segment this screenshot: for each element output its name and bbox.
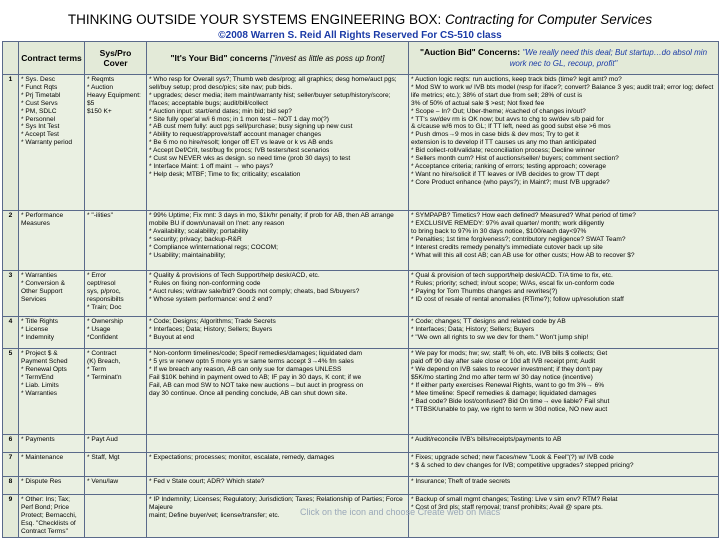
cell-line: * Paying for Tom Thumbs changes and rewrites(?) [411, 287, 558, 295]
row-number: 9 [3, 495, 19, 538]
cell-line: * TT's sw/dev rm is OK now; but avvs to chg to sw/dev s/b paid for [411, 115, 604, 123]
cell-line: responsibilts [87, 295, 124, 303]
cell-line: * Ownership [87, 318, 123, 326]
cell-line: * Warranties [21, 272, 58, 280]
page-title [0, 11, 720, 28]
cell-line: * Cost of 3rd pls; staff removal; transf prohibits; Avail @ spare pts. [411, 504, 603, 512]
cell-bid [147, 453, 409, 477]
cell-line: * Non-conform timelines/code; Specif remedies/damages; liquidated dam [149, 350, 362, 358]
cell-deal [409, 317, 719, 349]
cell-line: * Penalties; 1st time forgiveness?; contributory negligence? SWAT Team? [411, 235, 626, 243]
cell-line: * Renewal Opts [21, 366, 67, 374]
cell-line: extension is to develop if TT causes us any mo than anticipated [411, 139, 597, 147]
cell-terms [19, 211, 85, 271]
header-contract-terms: Contract terms [19, 42, 85, 75]
cell-line: * Project $ & Payment Sched [21, 350, 68, 366]
cell-line: * $ & sched to dev changes for IVB; competitive upgrades? stepped pricing? [411, 462, 634, 470]
cell-line: * Contract [87, 350, 117, 358]
cell-line: * Core Product enhance (who pays?); in Maint?; must IVB upgrade? [411, 178, 610, 186]
row-number: 5 [3, 349, 19, 435]
cell-line: * What will this all cost AB; can AB use for other custs; How AB to recover $? [411, 251, 635, 259]
cell-deal [409, 271, 719, 317]
cell-terms [19, 349, 85, 435]
cell-line: * Maintenance [21, 454, 64, 462]
cell-line: * Conversion & Other Support Services [21, 280, 65, 303]
cell-line: * We pay for mods; hw; sw; staff; % oh, etc. IVB bills $ collects; Get [411, 350, 608, 358]
table-row [3, 477, 719, 495]
cell-sys [85, 495, 147, 538]
cell-line: * Whose system performance: end 2 end? [149, 295, 273, 303]
cell-line: * Code; Designs; Algorithms; Trade Secrets [149, 318, 276, 326]
cell-line: * Interface Maint: 1 off maint → who pays? [149, 162, 274, 170]
cell-line: * Mod SW to work w/ IVB bts model (resp for iface?; convert? Balance 3 yes; audit trail; error log; defect life metrics; etc.); 38% of start due from sell; 28% of cust is [411, 83, 714, 99]
cell-line: Fail, AB can mod SW to NOT take new auctions – but auct in progress on [149, 381, 364, 389]
cell-line: * Term [87, 366, 106, 374]
copyright-line: ©2008 Warren S. Reid All Rights Reserved For CS-510 class [218, 30, 502, 41]
row-number: 8 [3, 477, 19, 495]
cell-line: * Prj Timetabl [21, 91, 61, 99]
cell-line: * Terminat'n [87, 373, 122, 381]
header-row [3, 42, 719, 75]
cell-terms [19, 435, 85, 453]
table-row [3, 271, 719, 317]
cell-line: * Audit/reconcile IVB's bills/receipts/payments to AB [411, 436, 562, 444]
cell-line: * Accept Def/Crit, test/bug fix procs; IVB testers/test scenarios [149, 147, 330, 155]
cell-line: * Dispute Res [21, 478, 62, 486]
cell-bid [147, 211, 409, 271]
cell-line: maint; Define buyer/vet; license/transfer; etc. [149, 512, 280, 520]
cell-line: * Bid collect-roll/validate; reconciliation process; Decline winner [411, 147, 595, 155]
cell-line: * IP Indemnity; Licenses; Regulatory; Jurisdiction; Taxes; Relationship of Parties; Force Majeure [149, 496, 403, 512]
cell-deal [409, 435, 719, 453]
watermark-text: Click on the icon and choose Create web on Macs [300, 507, 501, 517]
cell-line: *Confident [87, 334, 118, 342]
cell-line: sys, p/proc, [87, 287, 121, 295]
cell-line: * Cust Servs [21, 99, 58, 107]
cell-line: Heavy Equipment: [87, 91, 141, 99]
cell-terms [19, 75, 85, 211]
cell-line: * Rules; priority; sched; in/out scope; W/As, escal fix un-conform code [411, 280, 615, 288]
cell-line: * ID cost of resale of rental anomalies (RTime?); follow up/resolution staff [411, 295, 624, 303]
cell-line: * Auction [87, 83, 114, 91]
cell-line: $5 [87, 99, 95, 107]
cell-sys [85, 211, 147, 271]
cell-line: 3% of 50% of actual sale $ >est; Not fixed fee [411, 99, 545, 107]
cell-line: Fail $10K behind in payment owed to AB; IF pay in 30 days, K cont; if we [149, 373, 362, 381]
cell-bid [147, 477, 409, 495]
cell-line: * Acceptance criteria; ranking of errors; testing approach; coverage [411, 162, 606, 170]
title-italic: Contracting for Computer Services [444, 12, 653, 27]
cell-line: * Bad code? Bide lost/confused? Bid On time→ eve liable? Fail shut [411, 397, 610, 405]
cell-line: * Personnel [21, 115, 56, 123]
cell-line: * Staff, Mgt [87, 454, 120, 462]
row-number: 6 [3, 435, 19, 453]
cell-deal [409, 75, 719, 211]
cell-terms [19, 453, 85, 477]
cell-line: * Want no hire/solicit if TT leaves or IVB decides to grow TT dept [411, 170, 600, 178]
cell-line: * Error [87, 272, 107, 280]
cell-line: * Auction input: start/end dates; min bid; bid sep? [149, 107, 292, 115]
cell-line: * License [21, 326, 49, 334]
cell-sys [85, 75, 147, 211]
cell-line: * Push dmos→9 mos in case bids & dev mos; Try to get it [411, 131, 579, 139]
auction-bid-title: "Auction Bid" Concerns: [419, 47, 521, 57]
table-row [3, 317, 719, 349]
cell-line: * Venu/law [87, 478, 119, 486]
cell-line: * Auction logic reqts: run auctions, keep track bids (time? legit amt? mo? [411, 76, 622, 83]
header-your-bid [147, 42, 409, 75]
cell-line: * Expectations; processes; monitor, escalate, remedy, damages [149, 454, 335, 462]
cell-line: $150 K+ [87, 107, 112, 115]
your-bid-note: ["invest as little as poss up front] [270, 53, 385, 63]
cell-sys [85, 435, 147, 453]
cell-line: * Rules on fixing non-conforming code [149, 280, 261, 288]
cell-line: * We depend on IVB sales to recover investment; if they don't pay [411, 366, 603, 374]
cell-line: * Site fully oper'al w/i 6 mos; in 1 mon test – NOT 1 day mo(?) [149, 115, 329, 123]
cell-line: * TTBSK/unable to pay, we right to term w 30d notice, NO new auct [411, 405, 608, 413]
cell-line: * PM, SDLC [21, 107, 57, 115]
cell-sys [85, 453, 147, 477]
cell-line: * Qual & provision of tech support/help desk/ACD. T/A time to fix, etc. [411, 272, 613, 280]
cell-line: $5K/mo starting 2nd mo after term w/ 30 day notice (incentive) [411, 373, 593, 381]
table-row [3, 75, 719, 211]
cell-line: * Cust sw NEVER wks as design. so need time (prob 30 days) to test [149, 155, 351, 163]
cell-line: * Interest credits remedy penalty's immediate cutover back up site [411, 243, 603, 251]
cell-line: * Funct Rqts [21, 83, 58, 91]
cell-bid [147, 435, 409, 453]
cell-line: * Payments [21, 436, 55, 444]
cell-deal [409, 211, 719, 271]
cell-bid [147, 349, 409, 435]
cell-line: * If we breach any reason, AB can only sue for damages UNLESS [149, 366, 342, 374]
cell-terms [19, 477, 85, 495]
cell-line: * Interfaces; Data; History; Sellers; Buyers [149, 326, 273, 334]
header-auction-bid [409, 42, 719, 75]
cell-line: * Who resp for Overall sys?; Thumb web des/prog; all graphics; desg home/auct pgs; sell/buy setup; prod desc/pics; site nav; pub bids. [149, 76, 397, 91]
cell-line: * "We own all rights to sw we dev for them." Won't jump ship! [411, 334, 589, 342]
cell-line: & c/cause w/6 mos to GL; If TT left, need as good subst else >6 mos [411, 123, 611, 131]
cell-terms [19, 495, 85, 538]
row-number: 2 [3, 211, 19, 271]
cell-line: * Indemnity [21, 334, 54, 342]
cell-terms [19, 271, 85, 317]
cell-deal [409, 453, 719, 477]
cell-line: * SYMPAPB? Timetics? How each defined? Measured? What period of time? [411, 212, 636, 220]
cell-line: * Warranties [21, 389, 58, 397]
title-plain: THINKING OUTSIDE YOUR SYSTEMS ENGINEERING BOX: [67, 12, 442, 27]
cell-line: * Payt Aud [87, 436, 118, 444]
cell-line: * upgrades; descr media; item maint/warranty hist; seller/buyer setup/history/score; I'faces; acceptable bugs; audit/bill/collect [149, 91, 391, 107]
cell-line: * "-ilities" [87, 212, 113, 220]
cell-line: * Liab. Limits [21, 381, 59, 389]
cell-line: * Buyout at end [149, 334, 195, 342]
cell-deal [409, 477, 719, 495]
cell-line: * Auct rules; w/draw sale/bid? Goods not comply; cheats, bad S/buyers? [149, 287, 360, 295]
cell-line: * Usage [87, 326, 111, 334]
table-row [3, 349, 719, 435]
header-num [3, 42, 19, 75]
cell-line: * Warranty period [21, 139, 73, 147]
cell-deal [409, 349, 719, 435]
row-number: 4 [3, 317, 19, 349]
cell-terms [19, 317, 85, 349]
cell-sys [85, 271, 147, 317]
cell-line: * Reqmts [87, 76, 115, 83]
cell-line: * Ability to request/approve/staff account manager changes [149, 131, 322, 139]
row-number: 3 [3, 271, 19, 317]
cell-line: * Fed v State court; ADR? Which state? [149, 478, 265, 486]
cell-line: * 5 yrs w renew optn 5 more yrs w same terms accept 3→4% fm sales [149, 358, 354, 366]
cell-line: * Quality & provisions of Tech Support/help desk/ACD, etc. [149, 272, 320, 280]
cell-bid [147, 271, 409, 317]
row-number: 1 [3, 75, 19, 211]
cell-line: * AB cust mem fully: auct pgs sell/purchase; busy signing up new cust [149, 123, 353, 131]
table-row [3, 211, 719, 271]
page-header [0, 0, 720, 42]
cell-sys [85, 477, 147, 495]
cell-line: * Sys. Desc [21, 76, 56, 83]
cell-line: * Term/End [21, 373, 54, 381]
cell-line: * EXCLUSIVE REMEDY: 97% avail quarter/ month; work diligently [411, 220, 605, 228]
header-sys-pro-cover: Sys/Pro Cover [85, 42, 147, 75]
table-row [3, 453, 719, 477]
cell-line: * security; privacy; backup-R&R [149, 235, 242, 243]
auction-bid-note: "We really need this deal; But startup…do absol min work nec to GL, recoup, profit" [509, 48, 708, 68]
cell-line: * Fixes; upgrade sched; new f'aces/new "Look & Feel"(?) w/ IVB code [411, 454, 614, 462]
cell-line: * Be 6 mo no hire/resolt; longer off ET vs leave or k vs AB ends [149, 139, 333, 147]
cell-line: * Interfaces; Data; History; Sellers; Buyers [411, 326, 535, 334]
cell-line: (K) Breach, [87, 358, 121, 366]
your-bid-title: "It's Your Bid" concerns [170, 52, 268, 63]
cell-line: * If either party exercises Renewal Rights, want to go fm 3%→ 6% [411, 381, 605, 389]
table-row [3, 435, 719, 453]
cell-line: * Train; Doc [87, 303, 122, 311]
cell-line: * Backup of small mgmt changes; Testing: Live v sim env? RTM? Relat [411, 496, 618, 504]
cell-line: * Availability; scalability; portability [149, 227, 249, 235]
cell-line: * Other: Ins; Tax; Perf Bond; Price Protect; Bernacchi, Esq. "Checklists of Contract Terms" [21, 496, 77, 535]
cell-line: * Help desk; MTBF; Time to fix; criticality; escalation [149, 170, 301, 178]
cell-line: * Scope – In? Out; Uber-theme; #cached of changes in/out? [411, 107, 586, 115]
cell-line: cept/resol [87, 280, 116, 288]
cell-line: * Code; changes; TT designs and related code by AB [411, 318, 566, 326]
cell-line: * 99% Uptime; Fix mnt: 3 days in mo, $1k/hr penalty; if prob for AB, then AB arrange mobile BU if down/unavail on I'net: any reason [149, 212, 394, 228]
cell-line: * Performance Measures [21, 212, 64, 228]
cell-bid [147, 75, 409, 211]
cell-bid [147, 317, 409, 349]
cell-sys [85, 349, 147, 435]
cell-line: paid off 90 day after sale close or 10d aft IVB receipt pmt; Audit [411, 358, 596, 366]
cell-line: * Compliance w/international regs; COCOM; [149, 243, 278, 251]
cell-line: * Sellers month cum? Hist of auctions/seller/ buyers; comment section? [411, 155, 619, 163]
cell-line: * Sys Int Test [21, 123, 60, 131]
row-number: 7 [3, 453, 19, 477]
contract-terms-table [2, 41, 719, 538]
cell-line: * Usability; maintainability; [149, 251, 226, 259]
cell-line: * Mee timeline: Specif remedies & damage; liquidated damages [411, 389, 597, 397]
cell-sys [85, 317, 147, 349]
cell-line: to bring back to 97% in 30 days notice, $100/each day<97% [411, 227, 587, 235]
cell-line: * Insurance; Theft of trade secrets [411, 478, 511, 486]
cell-line: * Title Rights [21, 318, 59, 326]
cell-line: * Accept Test [21, 131, 59, 139]
cell-line: day 30 continue. Once all pending conclude, AB can shut down site. [149, 389, 348, 397]
